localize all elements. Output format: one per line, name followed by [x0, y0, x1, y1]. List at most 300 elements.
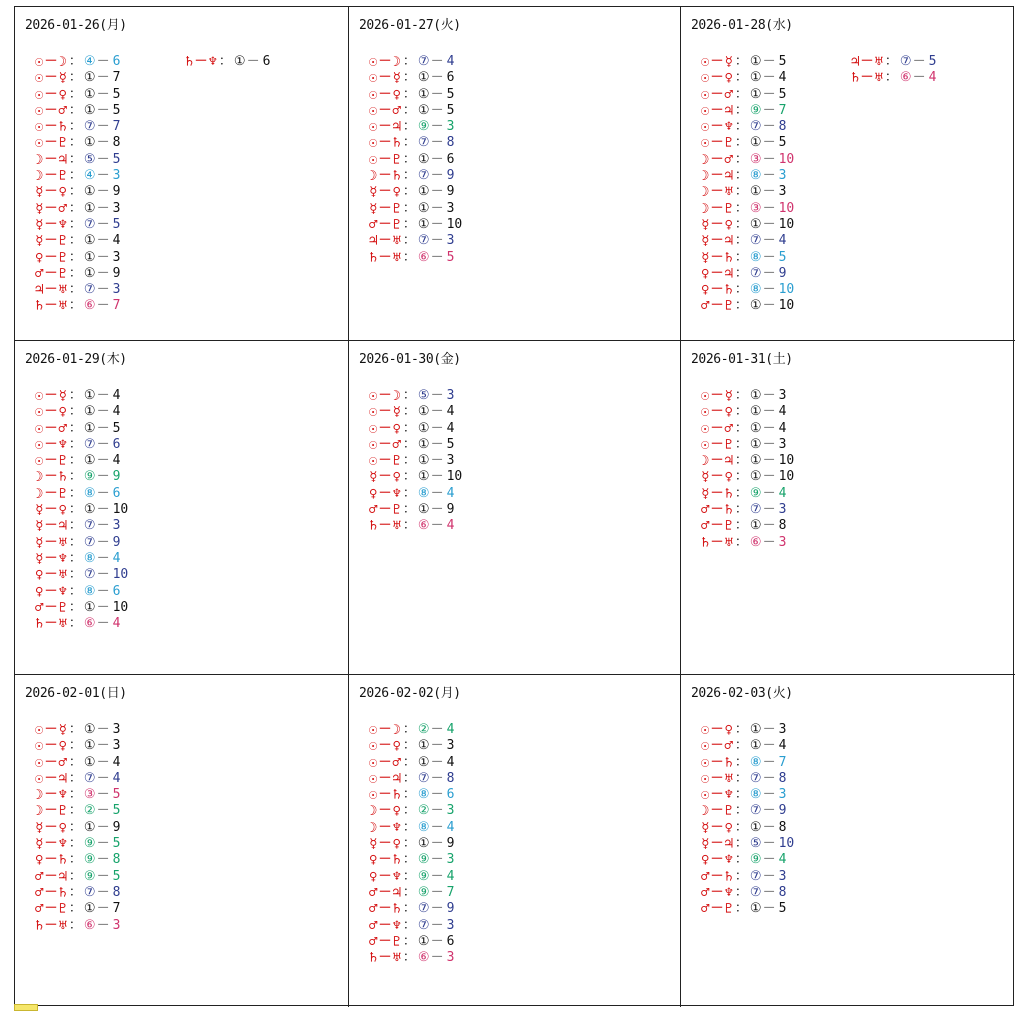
- aspect-row: [369, 453, 465, 469]
- aspect-circle-number: ⑦: [417, 917, 430, 933]
- aspect-row: [35, 421, 131, 437]
- aspect-value: 3: [778, 436, 787, 452]
- aspect-dash: －: [710, 200, 724, 216]
- aspect-circle-number: ⑧: [749, 787, 762, 803]
- planet-a-symbol: ☿: [35, 534, 44, 551]
- planet-b-symbol: ♀: [58, 819, 67, 836]
- aspect-value: 6: [112, 54, 121, 69]
- planet-a-symbol: ☉: [369, 151, 378, 168]
- aspect-circle-number: ①: [83, 404, 96, 420]
- aspect-value: 3: [112, 168, 121, 184]
- aspect-row: [701, 518, 797, 534]
- aspect-value: 7: [112, 70, 121, 86]
- planet-b-symbol: ♄: [58, 852, 67, 869]
- aspect-dash: －: [44, 534, 58, 550]
- aspect-value: 3: [112, 249, 121, 265]
- aspect-circle-number: ①: [83, 722, 96, 737]
- aspect-value: 3: [446, 119, 455, 135]
- aspect-circle-number: ⑦: [83, 436, 96, 452]
- aspect-colon: ：: [734, 836, 748, 852]
- planet-a-symbol: ♀: [701, 265, 710, 282]
- aspect-dash: －: [378, 901, 392, 917]
- aspect-value: 3: [778, 787, 787, 803]
- aspect-value: 10: [446, 216, 463, 232]
- aspect-value: 9: [446, 502, 455, 518]
- planet-b-symbol: ♄: [724, 282, 733, 299]
- aspect-value: 9: [446, 901, 455, 917]
- aspect-row: [369, 152, 465, 168]
- aspect-row: [701, 87, 797, 103]
- aspect-row: [369, 852, 465, 868]
- planet-a-symbol: ☿: [35, 216, 44, 233]
- planet-a-symbol: ☉: [35, 754, 44, 771]
- aspect-dash: －: [44, 102, 58, 118]
- aspect-row: [701, 70, 797, 86]
- aspect-hyphen: －: [762, 102, 776, 118]
- planet-b-symbol: ♀: [58, 404, 67, 421]
- aspect-circle-number: ⑦: [749, 119, 762, 135]
- aspect-colon: ：: [68, 567, 82, 583]
- aspect-circle-number: ⑨: [417, 119, 430, 135]
- aspect-circle-number: ⑧: [417, 787, 430, 803]
- planet-b-symbol: ☽: [392, 722, 401, 738]
- planet-b-symbol: ♃: [724, 836, 733, 853]
- aspect-dash: －: [44, 868, 58, 884]
- aspect-row: [369, 803, 465, 819]
- aspect-colon: ：: [68, 787, 82, 803]
- aspect-row: [35, 201, 131, 217]
- planet-b-symbol: ♀: [392, 469, 401, 486]
- aspect-circle-number: ①: [749, 738, 762, 754]
- planet-b-symbol: ♄: [58, 469, 67, 486]
- aspect-dash: －: [44, 787, 58, 803]
- aspect-dash: －: [710, 722, 724, 737]
- aspect-circle-number: ④: [83, 54, 96, 69]
- aspect-colon: ：: [402, 436, 416, 452]
- aspect-hyphen: －: [430, 738, 444, 754]
- aspect-dash: －: [378, 754, 392, 770]
- aspect-dash: －: [378, 884, 392, 900]
- planet-a-symbol: ♀: [35, 583, 44, 600]
- aspect-hyphen: －: [430, 168, 444, 184]
- aspect-dash: －: [378, 836, 392, 852]
- aspect-circle-number: ⑧: [749, 249, 762, 265]
- aspect-colon: ：: [402, 518, 416, 534]
- aspect-row: [369, 233, 465, 249]
- aspect-row: [35, 771, 131, 787]
- aspect-hyphen: －: [430, 469, 444, 485]
- aspect-hyphen: －: [96, 583, 110, 599]
- aspect-dash: －: [710, 803, 724, 819]
- day-cell: [681, 341, 1015, 675]
- planet-b-symbol: ♂: [724, 151, 733, 168]
- aspect-value: 4: [112, 550, 121, 566]
- aspect-colon: ：: [68, 388, 82, 403]
- planet-a-symbol: ☉: [369, 119, 378, 136]
- aspect-hyphen: －: [762, 722, 776, 737]
- aspect-circle-number: ①: [749, 135, 762, 151]
- planet-a-symbol: ☉: [35, 119, 44, 136]
- aspect-value: 6: [112, 485, 121, 501]
- aspect-value: 10: [778, 282, 795, 298]
- aspect-value: 3: [778, 722, 787, 737]
- planet-a-symbol: ♀: [369, 868, 378, 885]
- aspect-column: [35, 54, 131, 315]
- planet-a-symbol: ☉: [369, 135, 378, 152]
- aspect-colon: ：: [402, 803, 416, 819]
- planet-b-symbol: ♅: [58, 567, 67, 584]
- planet-b-symbol: ♅: [58, 917, 67, 934]
- aspect-value: 7: [446, 884, 455, 900]
- planet-b-symbol: ♄: [58, 119, 67, 136]
- aspect-row: [701, 421, 797, 437]
- aspect-colon: ：: [68, 518, 82, 534]
- aspect-hyphen: －: [762, 502, 776, 518]
- aspect-colon: ：: [734, 901, 748, 917]
- planet-b-symbol: ♆: [392, 917, 401, 934]
- aspect-hyphen: －: [430, 119, 444, 135]
- aspect-value: 4: [446, 754, 455, 770]
- planet-a-symbol: ☉: [369, 738, 378, 755]
- aspect-value: 6: [112, 583, 121, 599]
- aspect-value: 3: [778, 388, 787, 403]
- aspect-value: 3: [112, 738, 121, 754]
- planet-a-symbol: ☉: [35, 70, 44, 87]
- aspect-row: [369, 103, 465, 119]
- aspect-value: 10: [446, 469, 463, 485]
- aspect-dash: －: [378, 200, 392, 216]
- aspect-circle-number: ②: [417, 803, 430, 819]
- aspect-row: [701, 453, 797, 469]
- aspect-hyphen: －: [96, 469, 110, 485]
- aspect-colon: ：: [402, 233, 416, 249]
- aspect-circle-number: ①: [749, 469, 762, 485]
- aspect-hyphen: －: [96, 836, 110, 852]
- aspect-row: [369, 404, 465, 420]
- aspect-circle-number: ①: [749, 518, 762, 534]
- aspect-value: 4: [778, 738, 787, 754]
- planet-b-symbol: ♆: [724, 884, 733, 901]
- planet-a-symbol: ♂: [35, 599, 44, 616]
- aspect-circle-number: ⑦: [83, 518, 96, 534]
- aspect-row: [369, 469, 465, 485]
- aspect-row: [701, 119, 797, 135]
- planet-b-symbol: ♇: [58, 599, 67, 616]
- aspect-dash: －: [710, 754, 724, 770]
- aspect-dash: －: [378, 54, 392, 69]
- aspect-row: [35, 616, 131, 632]
- aspect-dash: －: [44, 265, 58, 281]
- planet-a-symbol: ☿: [701, 485, 710, 502]
- aspect-circle-number: ⑨: [417, 852, 430, 868]
- day-date: 2026-01-30(金): [359, 352, 461, 367]
- aspect-circle-number: ⑧: [83, 550, 96, 566]
- aspect-value: 5: [778, 86, 787, 102]
- aspect-hyphen: －: [96, 200, 110, 216]
- planet-a-symbol: ♃: [851, 54, 860, 70]
- aspect-row: [369, 388, 465, 404]
- aspect-row: [369, 437, 465, 453]
- aspect-row: [369, 421, 465, 437]
- aspect-colon: ：: [402, 70, 416, 86]
- aspect-row: [369, 70, 465, 86]
- planet-b-symbol: ♅: [58, 282, 67, 299]
- aspect-row: [701, 233, 797, 249]
- planet-b-symbol: ♇: [392, 216, 401, 233]
- planet-a-symbol: ☉: [701, 388, 710, 404]
- aspect-value: 3: [446, 200, 455, 216]
- aspect-value: 5: [778, 901, 787, 917]
- aspect-row: [35, 885, 131, 901]
- planet-b-symbol: ♄: [392, 852, 401, 869]
- aspect-circle-number: ⑥: [83, 616, 96, 632]
- aspect-circle-number: ③: [749, 200, 762, 216]
- aspect-hyphen: －: [762, 868, 776, 884]
- planet-b-symbol: ☽: [392, 54, 401, 70]
- planet-a-symbol: ♂: [35, 884, 44, 901]
- aspect-hyphen: －: [762, 184, 776, 200]
- planet-a-symbol: ☉: [369, 404, 378, 421]
- planet-a-symbol: ♂: [369, 502, 378, 519]
- aspect-row: [35, 502, 131, 518]
- aspect-dash: －: [44, 583, 58, 599]
- aspect-circle-number: ④: [83, 168, 96, 184]
- aspect-circle-number: ②: [83, 803, 96, 819]
- planet-b-symbol: ♆: [58, 836, 67, 853]
- aspect-value: 4: [778, 485, 787, 501]
- aspect-value: 5: [112, 787, 121, 803]
- aspect-hyphen: －: [762, 754, 776, 770]
- aspect-value: 4: [112, 616, 121, 632]
- aspect-circle-number: ⑨: [83, 836, 96, 852]
- aspect-hyphen: －: [430, 803, 444, 819]
- aspect-colon: ：: [68, 502, 82, 518]
- aspect-value: 4: [778, 420, 787, 436]
- planet-b-symbol: ♇: [724, 803, 733, 820]
- aspect-colon: ：: [68, 168, 82, 184]
- planet-a-symbol: ♂: [369, 933, 378, 950]
- aspect-dash: －: [710, 787, 724, 803]
- aspect-dash: －: [710, 502, 724, 518]
- aspect-dash: －: [44, 135, 58, 151]
- aspect-row: [369, 934, 465, 950]
- aspect-value: 6: [446, 933, 455, 949]
- aspect-row: [35, 87, 131, 103]
- aspect-colon: ：: [68, 233, 82, 249]
- aspect-circle-number: ①: [749, 901, 762, 917]
- aspect-hyphen: －: [762, 453, 776, 469]
- planet-a-symbol: ☿: [35, 518, 44, 535]
- planet-b-symbol: ☿: [724, 54, 733, 70]
- planet-b-symbol: ♂: [58, 420, 67, 437]
- planet-a-symbol: ♂: [369, 884, 378, 901]
- aspect-value: 4: [112, 770, 121, 786]
- aspect-dash: －: [44, 819, 58, 835]
- planet-b-symbol: ♇: [392, 200, 401, 217]
- aspect-row: [369, 135, 465, 151]
- aspect-value: 8: [112, 884, 121, 900]
- aspect-dash: －: [44, 70, 58, 86]
- planet-a-symbol: ☽: [35, 803, 44, 820]
- aspect-row: [701, 168, 797, 184]
- aspect-value: 7: [778, 754, 787, 770]
- aspect-row: [369, 771, 465, 787]
- planet-a-symbol: ☽: [701, 453, 710, 470]
- aspect-colon: ：: [734, 54, 748, 69]
- aspect-colon: ：: [734, 70, 748, 86]
- aspect-hyphen: －: [96, 233, 110, 249]
- planet-a-symbol: ♂: [369, 901, 378, 918]
- planet-a-symbol: ☿: [701, 233, 710, 250]
- aspect-dash: －: [710, 233, 724, 249]
- planet-a-symbol: ☽: [35, 168, 44, 185]
- planet-a-symbol: ☿: [369, 469, 378, 486]
- aspect-hyphen: －: [96, 534, 110, 550]
- aspect-hyphen: －: [96, 502, 110, 518]
- aspect-dash: －: [378, 722, 392, 737]
- planet-a-symbol: ☉: [701, 70, 710, 87]
- aspect-value: 3: [778, 184, 787, 200]
- aspect-colon: ：: [402, 738, 416, 754]
- aspect-circle-number: ⑧: [417, 819, 430, 835]
- aspect-circle-number: ⑦: [749, 884, 762, 900]
- aspect-value: 9: [778, 265, 787, 281]
- aspect-row: [35, 103, 131, 119]
- aspect-dash: －: [44, 453, 58, 469]
- day-date: 2026-01-31(土): [691, 352, 793, 367]
- planet-b-symbol: ♅: [874, 70, 883, 87]
- aspect-row: [369, 820, 465, 836]
- planet-b-symbol: ♇: [58, 485, 67, 502]
- aspect-row: [35, 869, 131, 885]
- planet-b-symbol: ♇: [58, 249, 67, 266]
- planet-b-symbol: ♆: [208, 54, 217, 70]
- aspect-hyphen: －: [430, 436, 444, 452]
- aspect-value: 5: [112, 86, 121, 102]
- aspect-value: 4: [446, 868, 455, 884]
- aspect-colon: ：: [68, 485, 82, 501]
- aspect-value: 3: [446, 388, 455, 403]
- aspect-hyphen: －: [96, 518, 110, 534]
- aspect-circle-number: ①: [83, 901, 96, 917]
- planet-b-symbol: ♄: [58, 884, 67, 901]
- aspect-circle-number: ①: [83, 502, 96, 518]
- aspect-hyphen: －: [762, 168, 776, 184]
- aspect-colon: ：: [734, 119, 748, 135]
- planet-b-symbol: ♂: [392, 102, 401, 119]
- planet-b-symbol: ♄: [392, 787, 401, 804]
- aspect-column: [35, 388, 131, 632]
- aspect-colon: ：: [68, 453, 82, 469]
- aspect-dash: －: [710, 836, 724, 852]
- aspect-column: [701, 722, 797, 918]
- aspect-dash: －: [44, 502, 58, 518]
- aspect-value: 4: [928, 70, 937, 86]
- aspect-dash: －: [710, 738, 724, 754]
- aspect-colon: ：: [402, 901, 416, 917]
- aspect-value: 4: [112, 754, 121, 770]
- aspect-row: [35, 755, 131, 771]
- aspect-hyphen: －: [430, 102, 444, 118]
- aspect-circle-number: ⑥: [417, 518, 430, 534]
- aspect-row: [35, 738, 131, 754]
- aspect-row: [35, 836, 131, 852]
- aspect-hyphen: －: [96, 550, 110, 566]
- aspect-value: 8: [778, 770, 787, 786]
- aspect-value: 5: [446, 86, 455, 102]
- aspect-colon: ：: [68, 852, 82, 868]
- aspect-colon: ：: [68, 583, 82, 599]
- planet-b-symbol: ♃: [724, 453, 733, 470]
- aspect-hyphen: －: [96, 184, 110, 200]
- aspect-hyphen: －: [96, 616, 110, 632]
- aspect-colon: ：: [68, 550, 82, 566]
- planet-a-symbol: ☿: [35, 502, 44, 519]
- aspect-row: [35, 600, 131, 616]
- aspect-circle-number: ⑥: [417, 950, 430, 966]
- aspect-value: 4: [112, 453, 121, 469]
- aspect-dash: －: [378, 868, 392, 884]
- planet-b-symbol: ♀: [392, 184, 401, 201]
- aspect-dash: －: [378, 102, 392, 118]
- planet-a-symbol: ☉: [701, 787, 710, 804]
- aspect-circle-number: ⑦: [417, 233, 430, 249]
- aspect-row: [701, 201, 797, 217]
- aspect-circle-number: ①: [749, 86, 762, 102]
- aspect-circle-number: ⑨: [749, 102, 762, 118]
- aspect-colon: ：: [734, 233, 748, 249]
- aspect-hyphen: －: [430, 852, 444, 868]
- planet-a-symbol: ☽: [701, 200, 710, 217]
- planet-a-symbol: ☉: [701, 436, 710, 453]
- day-date: 2026-02-01(日): [25, 686, 127, 701]
- aspect-circle-number: ①: [83, 135, 96, 151]
- aspect-colon: ：: [402, 787, 416, 803]
- aspect-row: [35, 901, 131, 917]
- aspect-dash: －: [710, 420, 724, 436]
- aspect-dash: －: [710, 388, 724, 403]
- aspect-row: [369, 201, 465, 217]
- aspect-value: 3: [446, 803, 455, 819]
- planet-a-symbol: ☉: [701, 86, 710, 103]
- planet-b-symbol: ♅: [392, 233, 401, 250]
- aspect-row: [369, 502, 465, 518]
- aspect-colon: ：: [68, 135, 82, 151]
- aspect-value: 6: [262, 54, 271, 69]
- aspect-dash: －: [378, 233, 392, 249]
- aspect-value: 10: [778, 453, 795, 469]
- planet-b-symbol: ♅: [724, 770, 733, 787]
- aspect-value: 5: [778, 54, 787, 69]
- planet-b-symbol: ♀: [724, 722, 733, 738]
- aspect-value: 9: [112, 265, 121, 281]
- aspect-colon: ：: [402, 420, 416, 436]
- aspect-hyphen: －: [430, 868, 444, 884]
- aspect-value: 3: [778, 534, 787, 550]
- planet-a-symbol: ☉: [701, 754, 710, 771]
- aspect-hyphen: －: [762, 884, 776, 900]
- aspect-dash: －: [710, 249, 724, 265]
- aspect-colon: ：: [68, 86, 82, 102]
- aspect-colon: ：: [68, 616, 82, 632]
- aspect-colon: ：: [402, 933, 416, 949]
- aspect-circle-number: ①: [233, 54, 246, 69]
- aspect-circle-number: ①: [417, 200, 430, 216]
- aspect-row: [369, 918, 465, 934]
- aspect-value: 10: [778, 469, 795, 485]
- aspect-row: [369, 486, 465, 502]
- aspect-circle-number: ⑧: [83, 485, 96, 501]
